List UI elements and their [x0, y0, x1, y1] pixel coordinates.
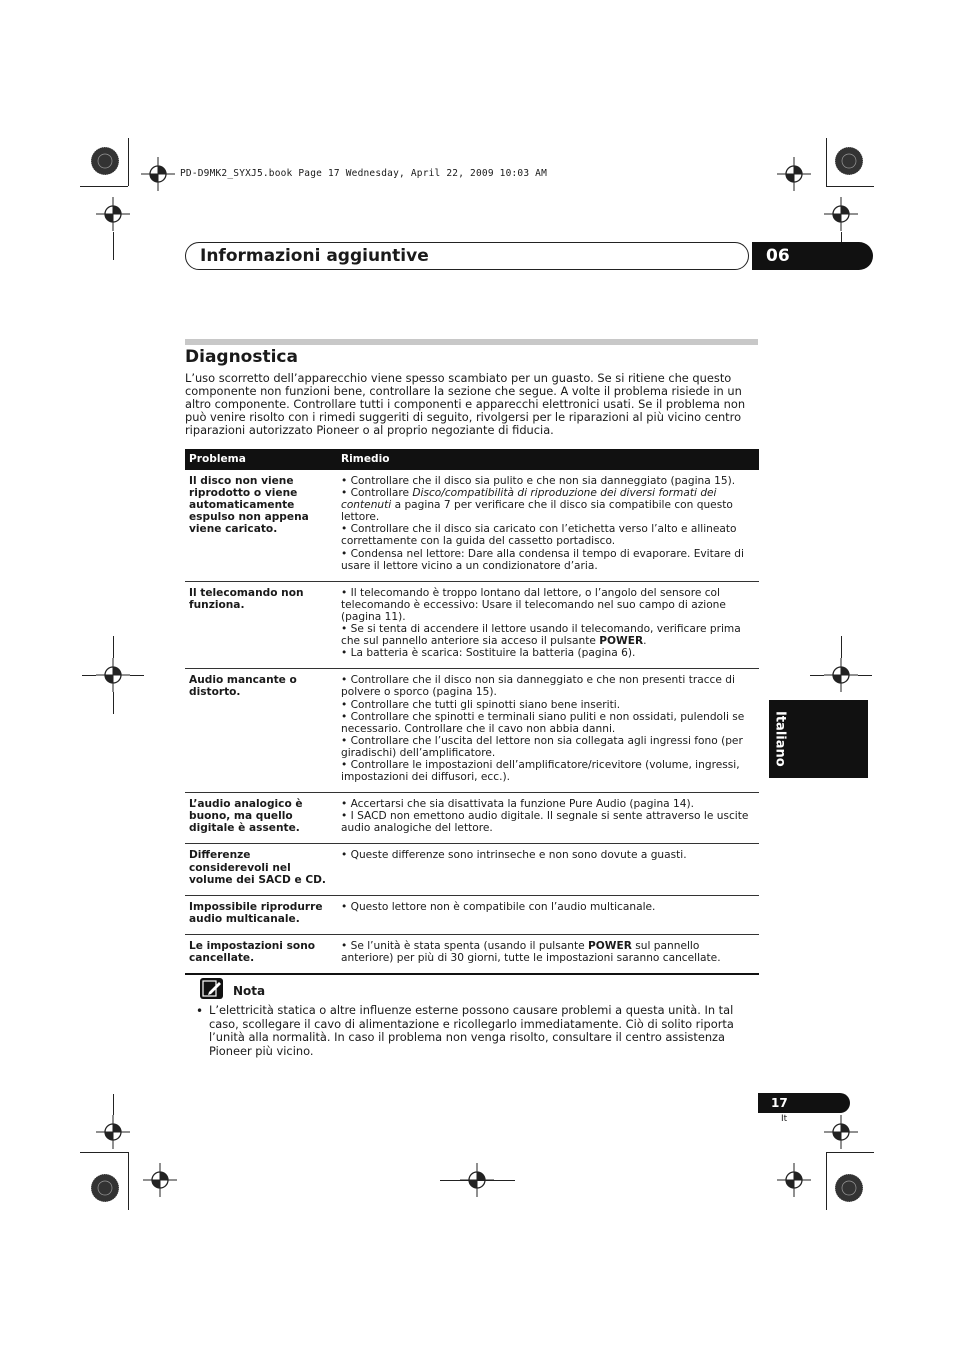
table-row	[185, 793, 759, 844]
registration-crosshair-icon	[96, 1115, 130, 1149]
problem-cell: Audio mancante o distorto.	[185, 669, 335, 793]
remedy-item: • Controllare che spinotti e terminali siano puliti e non ossidati, pulendoli se necessario. Controllare che il cavo non abbia danni.	[341, 710, 745, 735]
registration-crosshair-icon	[96, 658, 130, 692]
problem-cell: Il telecomando non funziona.	[185, 581, 335, 669]
registration-rosette-icon	[88, 144, 122, 178]
page-language-code: It	[781, 1114, 788, 1124]
remedy-item: • Accertarsi che sia disattivata la funzione Pure Audio (pagina 14).	[341, 798, 694, 811]
pencil-icon	[200, 978, 223, 999]
book-file-header: PD-D9MK2_SYXJ5.book Page 17 Wednesday, April 22, 2009 10:03 AM	[180, 168, 548, 179]
registration-crosshair-icon	[143, 1163, 177, 1197]
remedy-text: • Se l’unità è stata spenta (usando il pulsante	[341, 939, 589, 952]
remedy-reference: Disco/compatibilità di riproduzione dei diversi formati dei contenuti	[341, 487, 717, 512]
remedy-item	[341, 623, 755, 647]
note-bullet: •	[196, 1004, 204, 1018]
intro-paragraph: L’uso scorretto dell’apparecchio viene spesso scambiato per un guasto. Se si ritiene che questo componente non funzioni bene, controllare la sezione che segue. A volte il problema risiede in un altro componente. Controllare tutti i componenti e apparecchi elettronici usati. Se il problema non può venire risolto con i rimedi suggeriti di seguito, rivolgersi per le riparazioni al più vicino centro riparazioni autorizzato Pioneer o al proprio negoziante di fiducia.	[185, 371, 746, 437]
remedy-item: • Condensa nel lettore: Dare alla condensa il tempo di evaporare. Evitare di usare il lettore vicino a un condizionatore d’aria.	[341, 547, 744, 572]
remedy-item: • Controllare che l’uscita del lettore non sia collegata agli ingressi fono (per giradischi) dell’amplificatore.	[341, 734, 743, 759]
column-header-remedy: Rimedio	[335, 449, 759, 470]
remedy-item	[341, 487, 755, 523]
remedy-item: • La batteria è scarica: Sostituire la batteria (pagina 6).	[341, 647, 636, 660]
problem-cell: Il disco non viene riprodotto o viene automaticamente espulso non appena viene caricato.	[185, 470, 335, 581]
chapter-number: 06	[766, 246, 790, 266]
remedy-item: • Questo lettore non è compatibile con l’audio multicanale.	[341, 900, 656, 913]
remedy-cell	[335, 470, 759, 581]
registration-crosshair-icon	[824, 1115, 858, 1149]
language-tab-label: Italiano	[772, 711, 788, 767]
power-button-label: POWER	[599, 635, 644, 648]
remedy-cell	[335, 934, 759, 974]
remedy-item: • Controllare le impostazioni dell’amplificatore/ricevitore (volume, ingressi, impostazioni dei diffusori, ecc.).	[341, 758, 740, 784]
page-title: Diagnostica	[185, 347, 298, 367]
remedy-item: • I SACD non emettono audio digitale. Il segnale si sente attraverso le uscite audio analogiche del lettore.	[341, 810, 749, 835]
remedy-item: • Controllare che tutti gli spinotti siano bene inseriti.	[341, 698, 621, 711]
registration-crosshair-icon	[824, 197, 858, 231]
remedy-item	[341, 940, 755, 964]
registration-rosette-icon	[88, 1171, 122, 1205]
registration-rosette-icon	[832, 1171, 866, 1205]
problem-cell: Impossibile riprodurre audio multicanale.	[185, 895, 335, 934]
problem-cell: L’audio analogico è buono, ma quello digitale è assente.	[185, 793, 335, 844]
section-title: Informazioni aggiuntive	[200, 246, 429, 266]
remedy-item: • Il telecomando è troppo lontano dal lettore, o l’angolo del sensore col telecomando è eccessivo: Usare il telecomando nel suo campo di azione (pagina 11).	[341, 586, 726, 623]
problem-cell: Differenze considerevoli nel volume dei SACD e CD.	[185, 844, 335, 895]
section-divider	[185, 339, 758, 345]
troubleshooting-table	[185, 449, 759, 975]
registration-crosshair-icon	[777, 1163, 811, 1197]
remedy-cell	[335, 844, 759, 895]
note-text: L’elettricità statica o altre influenze esterne possono causare problemi a questa unità. In tal caso, scollegare il cavo di alimentazione e ricollegarlo immediatamente. Ciò di solito riporta l’unità alla normalità. In caso il problema non venga risolto, consultare il centro assistenza Pioneer più vicino.	[209, 1003, 734, 1058]
remedy-text: • Controllare	[341, 487, 413, 500]
registration-crosshair-icon	[141, 157, 175, 191]
note-title: Nota	[233, 984, 266, 998]
remedy-item: • Queste differenze sono intrinseche e non sono dovute a guasti.	[341, 849, 687, 862]
page-number: 17	[771, 1096, 788, 1110]
table-row	[185, 470, 759, 581]
remedy-item: • Controllare che il disco sia pulito e che non sia danneggiato (pagina 15).	[341, 475, 736, 487]
registration-crosshair-icon	[777, 157, 811, 191]
table-row	[185, 895, 759, 934]
problem-cell: Le impostazioni sono cancellate.	[185, 934, 335, 974]
remedy-cell	[335, 793, 759, 844]
remedy-text: .	[643, 635, 647, 648]
remedy-cell	[335, 669, 759, 793]
remedy-text: a pagina 7 per verificare che il disco sia compatibile con questo lettore.	[341, 499, 733, 524]
column-header-problem: Problema	[185, 449, 335, 470]
remedy-item: • Controllare che il disco non sia danneggiato e che non presenti tracce di polvere o sporco (pagina 15).	[341, 674, 735, 699]
registration-crosshair-icon	[96, 197, 130, 231]
remedy-cell	[335, 581, 759, 669]
remedy-text: • Se si tenta di accendere il lettore usando il telecomando, verificare prima che sul pannello anteriore sia acceso il pulsante	[341, 623, 741, 648]
table-row	[185, 581, 759, 669]
registration-rosette-icon	[832, 144, 866, 178]
registration-crosshair-icon	[824, 658, 858, 692]
table-row	[185, 934, 759, 974]
table-row	[185, 669, 759, 793]
remedy-text: sul pannello anteriore) per più di 30 giorni, tutte le impostazioni saranno cancellate.	[341, 939, 721, 964]
remedy-item: • Controllare che il disco sia caricato con l’etichetta verso l’alto e allineato correttamente con la guida del cassetto portadisco.	[341, 523, 737, 548]
remedy-cell	[335, 895, 759, 934]
table-row	[185, 844, 759, 895]
table-header-row	[185, 449, 759, 470]
power-button-label: POWER	[588, 939, 632, 952]
